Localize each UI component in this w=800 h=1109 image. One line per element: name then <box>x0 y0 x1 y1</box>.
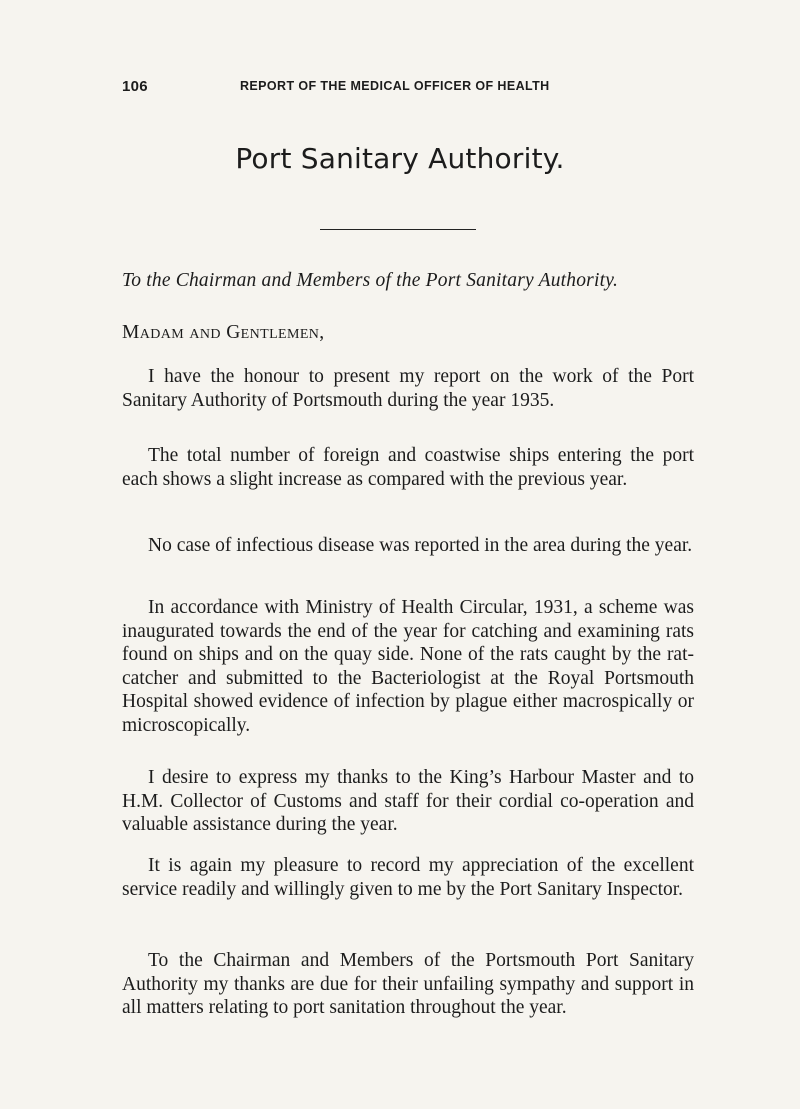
paragraph-rat-scheme: In accordance with Ministry of Health Circular, 1931, a scheme was inaugurated towards the end of the year for catching and examining rats found on ships and on the quay side. None of the rats caught by the rat-catcher and submitted to the Bacteriologist at the Royal Portsmouth Hospital showed evidence of infection by plague either macrospically or microscopically. <box>122 597 694 736</box>
paragraph-appreciation-inspector: It is again my pleasure to record my appreciation of the excellent service readily and willingly given to me by the Port Sanitary Inspector. <box>122 855 694 900</box>
paragraph-ships: The total number of foreign and coastwise ships entering the port each shows a slight increase as compared with the previous year. <box>122 445 694 490</box>
paragraph-thanks-authority: To the Chairman and Members of the Portsmouth Port Sanitary Authority my thanks are due for their unfailing sympathy and support in all matters relating to port sanitation throughout the year. <box>122 950 694 1018</box>
addressee-line: To the Chairman and Members of the Port Sanitary Authority. <box>122 270 619 291</box>
page-title: Port Sanitary Authority. <box>235 142 565 175</box>
title-divider <box>320 229 476 230</box>
paragraph-report-intro: I have the honour to present my report on the work of the Port Sanitary Authority of Portsmouth during the year 1935. <box>122 366 694 411</box>
page-number: 106 <box>122 78 148 95</box>
salutation: Madam and Gentlemen, <box>122 322 325 343</box>
paragraph-thanks-harbour: I desire to express my thanks to the King’s Harbour Master and to H.M. Collector of Customs and staff for their cordial co-operation and valuable assistance during the year. <box>122 767 694 835</box>
running-header <box>122 78 682 98</box>
running-title: REPORT OF THE MEDICAL OFFICER OF HEALTH <box>240 79 550 93</box>
paragraph-infectious-disease: No case of infectious disease was reported in the area during the year. <box>148 535 693 556</box>
